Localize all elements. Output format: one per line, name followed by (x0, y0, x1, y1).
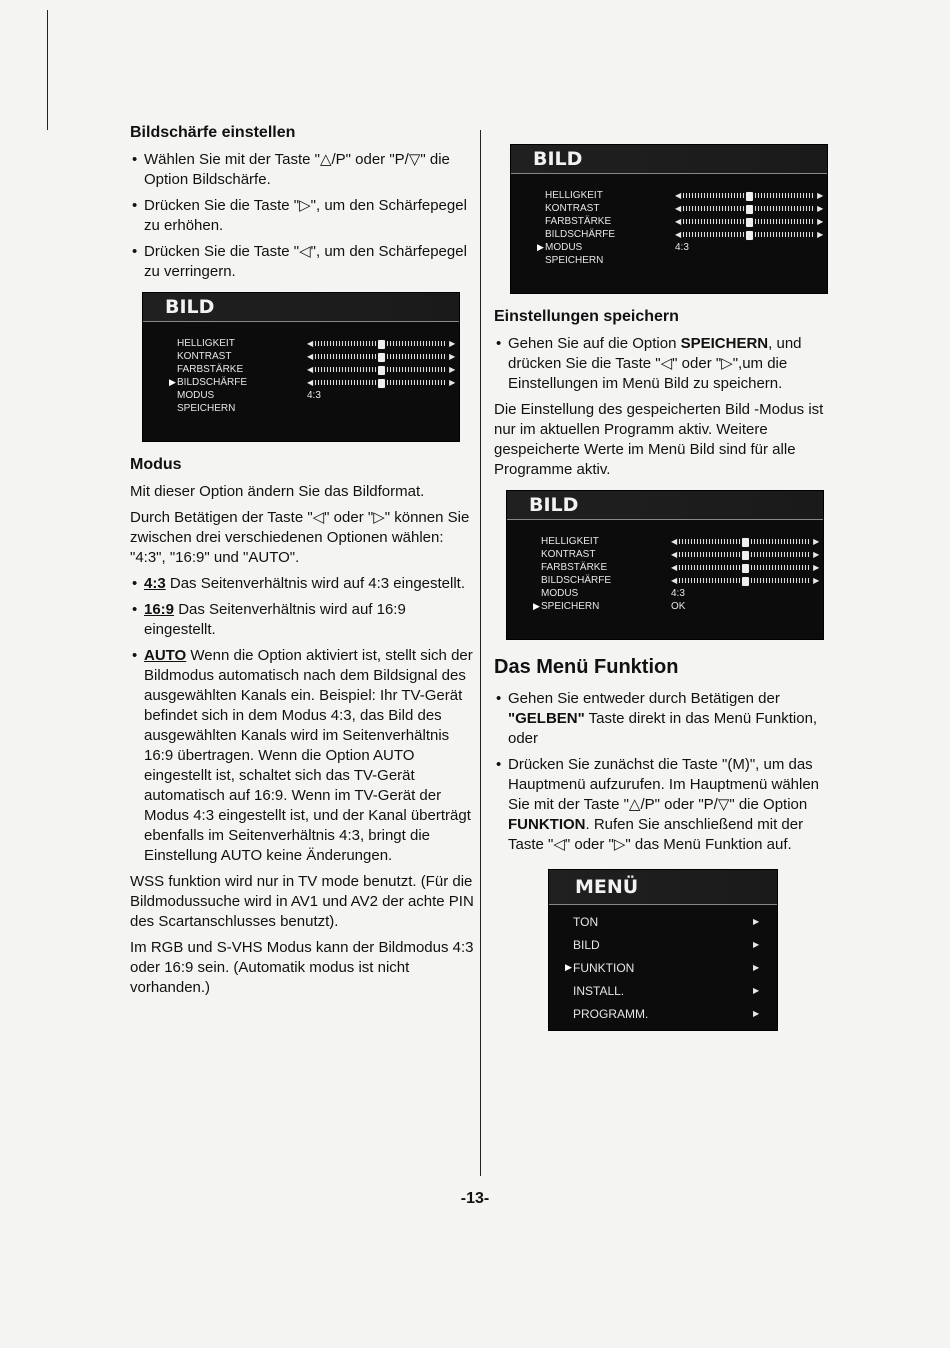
wss-note: WSS funktion wird nur in TV mode benutzt. (Für die Bildmodussuche wird in AV1 und AV2 der achte PIN des Scartanschlusses benutzt). (130, 873, 474, 930)
menu-row-mode: MODUS 4:3 (177, 390, 321, 401)
menu-row-color: FARBSTÄRKE ◀ ▶ (177, 364, 456, 375)
heading-function-menu: Das Menü Funktion (494, 656, 679, 678)
mode-intro: Mit dieser Option ändern Sie das Bildformat. (130, 483, 425, 500)
menu-row-contrast: KONTRAST ◀ ▶ (177, 351, 456, 362)
menu-row-sharpness: ▶ BILDSCHÄRFE ◀ ▶ (169, 377, 456, 388)
option-43: • 4:3 Das Seitenverhältnis wird auf 4:3 eingestellt. (130, 574, 475, 594)
column-divider (480, 130, 481, 1176)
selection-arrow-icon: ▶ (537, 242, 544, 252)
chevron-right-icon: ▶ (753, 940, 760, 949)
scan-edge-line (47, 10, 48, 130)
rgb-note: Im RGB und S-VHS Modus kann der Bildmodus 4:3 oder 16:9 sein. (Automatik modus ist nicht vorhanden.) (130, 939, 474, 996)
menu-bild-mode: BILD HELLIGKEIT ◀ ▶ KONTRAST ◀ ▶ FARBSTÄRKE ◀ ▶ BILDSCHÄRFE ◀ ▶ ▶ MODUS 4:3 SPEICHERN (510, 144, 828, 294)
selection-arrow-icon: ▶ (565, 962, 572, 972)
slider-contrast (315, 354, 447, 359)
menu-row-brightness: HELLIGKEIT ◀ ▶ (177, 338, 456, 349)
chevron-right-icon: ▶ (753, 1009, 760, 1018)
page-number: -13- (460, 1190, 490, 1207)
heading-sharpness: Bildschärfe einstellen (130, 124, 296, 141)
slider-color (315, 367, 447, 372)
slider-brightness (315, 341, 447, 346)
chevron-right-icon: ▶ (753, 963, 760, 972)
chevron-right-icon: ▶ (753, 986, 760, 995)
menu-row-save: SPEICHERN (177, 403, 236, 414)
bullet-select-sharpness: • Wählen Sie mit der Taste "△/P" oder "P/▽" die Option Bildschärfe. (130, 150, 475, 190)
heading-save: Einstellungen speichern (494, 308, 679, 325)
main-menu-item-ton: TON ▶ (573, 914, 760, 929)
main-menu-item-bild: BILD ▶ (573, 937, 760, 952)
right-column (494, 140, 839, 1031)
chevron-right-icon: ▶ (753, 917, 760, 926)
bullet-decrease-sharpness: • Drücken Sie die Taste "◁", um den Schärfepegel zu verringern. (130, 242, 475, 282)
function-bullet-main-menu: • Drücken Sie zunächst die Taste "(M)", um das Hauptmenü aufzurufen. Im Hauptmenü wählen Sie mit der Taste "△/P" oder "P/▽" die Option FUNKTION. Rufen Sie anschließend mit der Taste "◁" oder "▷" das Menü Funktion auf. (494, 755, 839, 855)
selection-arrow-icon: ▶ (533, 601, 540, 611)
menu-main: MENÜ TON ▶ BILD ▶ ▶ FUNKTION ▶ INSTALL. ▶ PROGRAMM. ▶ (548, 869, 778, 1031)
save-note: Die Einstellung des gespeicherten Bild -Modus ist nur im aktuellen Programm aktiv. Weitere gespeicherte Werte im Menü Bild sind für alle Programme aktiv. (494, 401, 824, 478)
slider-sharpness (315, 380, 447, 385)
main-menu-item-install: INSTALL. ▶ (573, 983, 760, 998)
menu-title: BILD (165, 296, 215, 318)
menu-bild-save: BILD HELLIGKEIT ◀ ▶ KONTRAST ◀ ▶ FARBSTÄRKE ◀ ▶ BILDSCHÄRFE ◀ ▶ MODUS 4:3 ▶ SPEICHERN OK (506, 490, 824, 640)
heading-mode: Modus (130, 456, 182, 473)
option-169: • 16:9 Das Seitenverhältnis wird auf 16:9 eingestellt. (130, 600, 475, 640)
main-menu-item-programm: PROGRAMM. ▶ (573, 1006, 760, 1021)
left-column (130, 124, 475, 1004)
function-bullet-yellow: • Gehen Sie entweder durch Betätigen der "GELBEN" Taste direkt in das Menü Funktion, oder (494, 689, 839, 749)
save-bullet: • Gehen Sie auf die Option SPEICHERN, und drücken Sie die Taste "◁" oder "▷",um die Einstellungen im Menü Bild zu speichern. (494, 334, 839, 394)
option-auto: • AUTO Wenn die Option aktiviert ist, stellt sich der Bildmodus automatisch nach dem Bildsignal des ausgewählten Kanals ein. Beispiel: Ihr TV-Gerät befindet sich in dem Modus 4:3, das Bild des ausgewählten Kanals wird im Seitenverhältnis 16:9 übertragen. Wenn die Option AUTO eingestellt ist, schaltet sich das TV-Gerät automatisch auf 16:9. Wenn im TV-Gerät der Modus 4:3 eingestellt ist, und der Kanal überträgt ebenfalls im Seitenverhältnis 4:3, bringt die Einstellung AUTO keine Änderungen. (130, 646, 475, 866)
bullet-increase-sharpness: • Drücken Sie die Taste "▷", um den Schärfepegel zu erhöhen. (130, 196, 475, 236)
main-menu-item-funktion: ▶ FUNKTION ▶ (565, 960, 760, 975)
mode-options: Durch Betätigen der Taste "◁" oder "▷" können Sie zwischen drei verschiedenen Optionen wählen: "4:3", "16:9" und "AUTO". (130, 509, 470, 566)
selection-arrow-icon: ▶ (169, 377, 176, 387)
menu-bild-sharpness (142, 292, 460, 442)
